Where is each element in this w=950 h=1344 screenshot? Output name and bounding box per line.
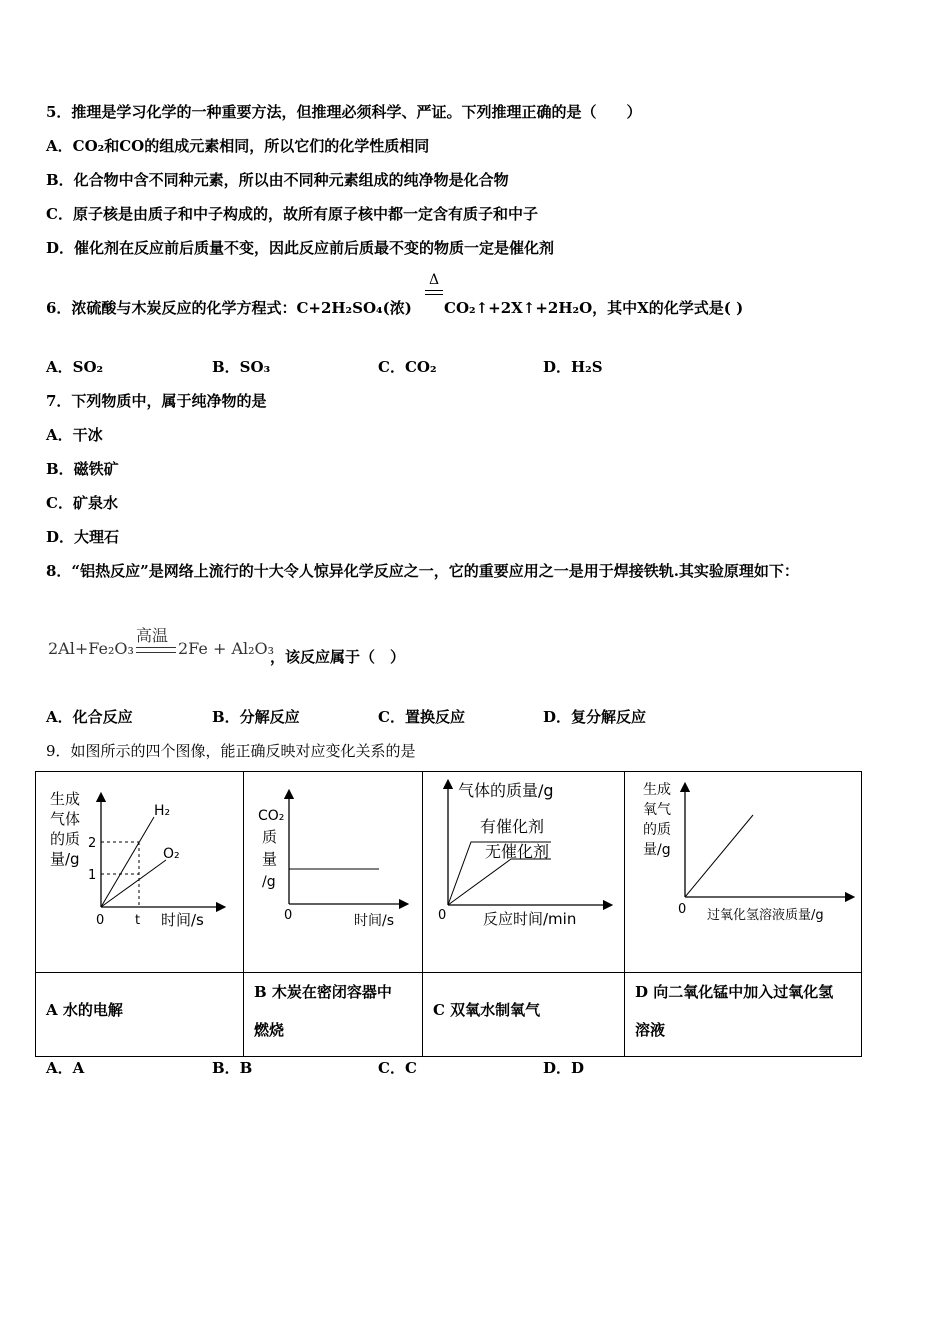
g4-ylabel-2: 氧气 bbox=[643, 802, 671, 818]
q8-option-c: C．置换反应 bbox=[378, 708, 465, 726]
graph-c bbox=[423, 772, 624, 968]
g3-series-catalyst: 有催化剂 bbox=[480, 817, 545, 836]
g2-xlabel: 时间/s bbox=[354, 913, 395, 929]
g4-origin: 0 bbox=[678, 902, 687, 917]
q8-equation-right: 2Fe + Al₂O₃ bbox=[178, 639, 275, 658]
q5-stem: 5．推理是学习化学的一种重要方法，但推理必须科学、严证。下列推理正确的是（ ） bbox=[46, 103, 642, 121]
g4-xlabel: 过氧化氢溶液质量/g bbox=[707, 908, 824, 923]
caption-d-line1: D 向二氧化锰中加入过氧化氢 bbox=[635, 983, 834, 1001]
caption-b-cell bbox=[244, 973, 423, 1057]
q9-option-b: B．B bbox=[212, 1059, 253, 1077]
g3-origin: 0 bbox=[438, 908, 447, 923]
q6-stem-post: CO₂↑+2X↑+2H₂O，其中X的化学式是( ) bbox=[444, 299, 744, 317]
caption-b-line2: 燃烧 bbox=[254, 1021, 285, 1039]
g4-ylabel-1: 生成 bbox=[643, 782, 671, 798]
g4-ylabel-3: 的质 bbox=[643, 822, 671, 838]
caption-a-cell bbox=[36, 973, 244, 1057]
caption-b-line1: B 木炭在密闭容器中 bbox=[254, 983, 392, 1001]
q8-option-a: A．化合反应 bbox=[46, 708, 133, 726]
g4-ylabel-4: 量/g bbox=[643, 842, 671, 858]
g2-ylabel-2: 质 bbox=[262, 828, 278, 846]
graph-a-cell bbox=[36, 772, 244, 973]
q9-option-d: D．D bbox=[543, 1059, 585, 1077]
g1-tick-2: 2 bbox=[88, 836, 97, 851]
q8-option-b: B．分解反应 bbox=[212, 708, 300, 726]
graph-a bbox=[36, 772, 243, 968]
q5-option-a: A．CO₂和CO的组成元素相同，所以它们的化学性质相同 bbox=[46, 137, 430, 155]
q9-option-a: A．A bbox=[46, 1059, 85, 1077]
g2-ylabel-1: CO₂ bbox=[258, 808, 285, 824]
q7-option-d: D．大理石 bbox=[46, 528, 120, 546]
q7-option-c: C．矿泉水 bbox=[46, 494, 118, 512]
q7-option-b: B．磁铁矿 bbox=[46, 460, 119, 478]
g3-xlabel: 反应时间/min bbox=[483, 910, 577, 928]
g2-ylabel-3: 量 bbox=[262, 850, 278, 868]
g1-origin: 0 bbox=[96, 913, 105, 928]
q8-option-d: D．复分解反应 bbox=[543, 708, 647, 726]
graph-b bbox=[244, 772, 422, 968]
q6-option-c: C．CO₂ bbox=[378, 358, 437, 376]
g1-tick-1: 1 bbox=[88, 868, 97, 883]
g3-ylabel: 气体的质量/g bbox=[458, 781, 554, 800]
q6-option-b: B．SO₃ bbox=[212, 358, 271, 376]
q5-option-b: B．化合物中含不同种元素，所以由不同种元素组成的纯净物是化合物 bbox=[46, 171, 509, 189]
q5-option-d: D．催化剂在反应前后质量不变，因此反应前后质最不变的物质一定是催化剂 bbox=[46, 239, 555, 257]
g1-ylabel-3: 的质 bbox=[50, 830, 81, 848]
g2-ylabel-4: /g bbox=[262, 874, 276, 890]
g1-xlabel: 时间/s bbox=[161, 911, 204, 929]
q8-equals-sign bbox=[136, 647, 176, 653]
caption-d-cell bbox=[625, 973, 862, 1057]
graph-c-cell bbox=[423, 772, 625, 973]
caption-c: C 双氧水制氧气 bbox=[433, 1001, 541, 1019]
graph-d-cell bbox=[625, 772, 862, 973]
q7-option-a: A．干冰 bbox=[46, 426, 103, 444]
q6-stem-pre: 6．浓硫酸与木炭反应的化学方程式：C+2H₂SO₄(浓) bbox=[46, 299, 412, 317]
caption-c-cell bbox=[423, 973, 625, 1057]
q8-tail: ，该反应属于（ ） bbox=[270, 648, 406, 666]
q6-heat-condition: Δ bbox=[425, 272, 443, 295]
graph-b-cell bbox=[244, 772, 423, 973]
q7-stem: 7．下列物质中，属于纯净物的是 bbox=[46, 392, 267, 410]
q9-stem: 9．如图所示的四个图像，能正确反映对应变化关系的是 bbox=[46, 742, 416, 760]
caption-d-line2: 溶液 bbox=[635, 1021, 666, 1039]
q8-equation-left: 2Al+Fe₂O₃ bbox=[48, 639, 134, 658]
q6-option-a: A．SO₂ bbox=[46, 358, 104, 376]
q9-option-c: C．C bbox=[378, 1059, 417, 1077]
g1-series-o2: O₂ bbox=[163, 846, 180, 862]
q9-figure-table bbox=[35, 771, 862, 1057]
g1-series-h2: H₂ bbox=[154, 803, 171, 819]
graph-d bbox=[625, 772, 861, 968]
g1-tick-t: t bbox=[135, 913, 141, 928]
q8-stem: 8．“铝热反应”是网络上流行的十大令人惊异化学反应之一，它的重要应用之一是用于焊接铁轨.其实验原理如下： bbox=[46, 562, 799, 580]
q5-option-c: C．原子核是由质子和中子构成的，故所有原子核中都一定含有质子和中子 bbox=[46, 205, 538, 223]
g3-series-no-catalyst: 无催化剂 bbox=[485, 842, 550, 861]
g1-ylabel-4: 量/g bbox=[50, 850, 80, 868]
g1-ylabel-2: 气体 bbox=[50, 810, 81, 828]
g2-origin: 0 bbox=[284, 908, 293, 923]
q8-condition: 高温 bbox=[136, 626, 169, 645]
q6-option-d: D．H₂S bbox=[543, 358, 603, 376]
caption-a: A 水的电解 bbox=[46, 1001, 123, 1019]
g1-ylabel-1: 生成 bbox=[50, 790, 81, 808]
